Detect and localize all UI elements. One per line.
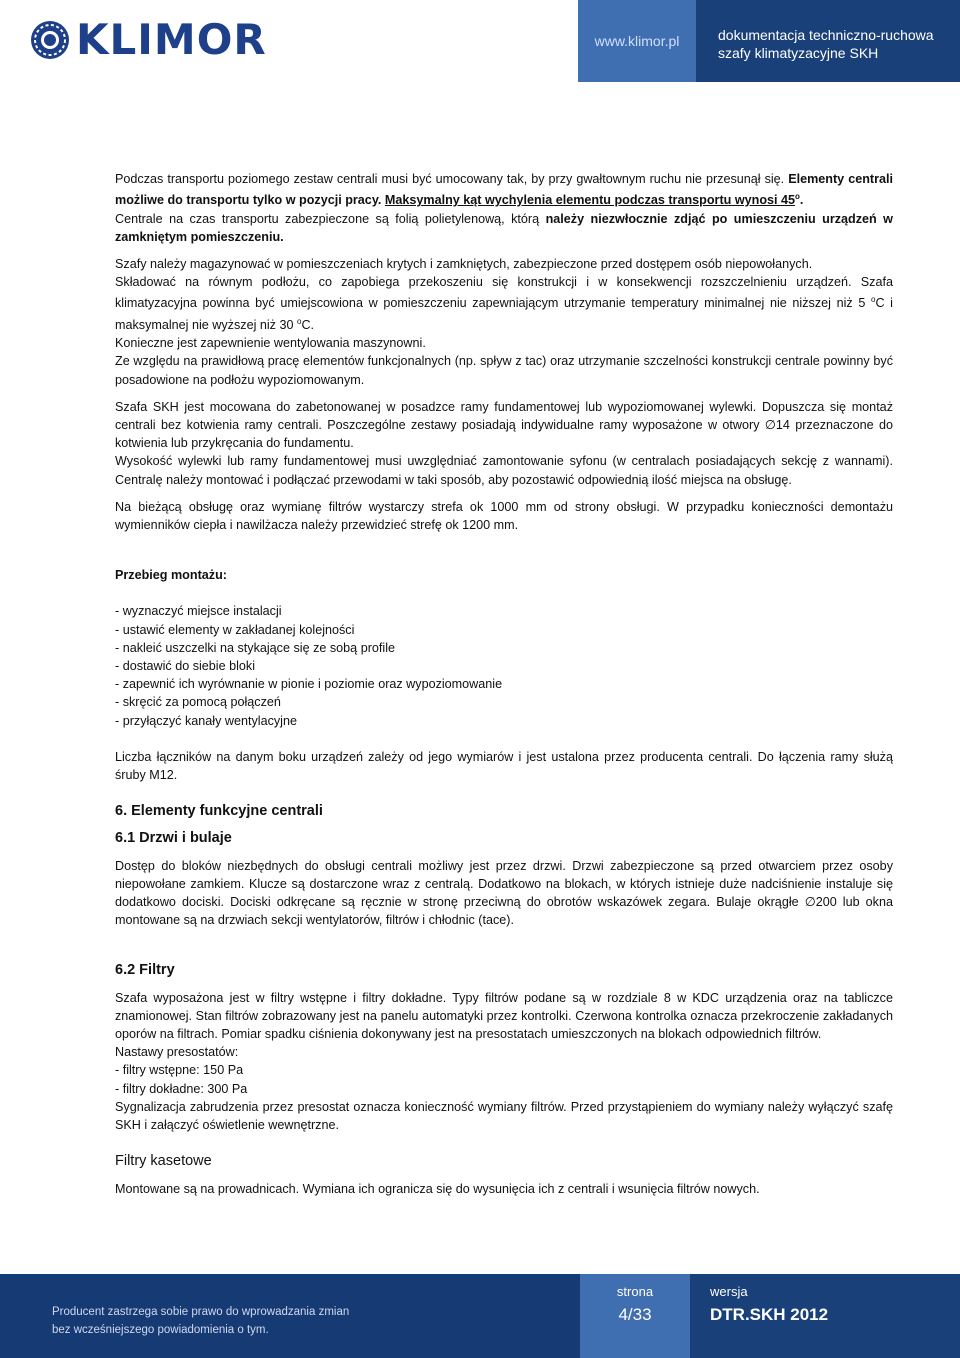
- presostat-label: Nastawy presostatów:: [115, 1045, 239, 1060]
- paragraph-service-zone: Na bieżącą obsługę oraz wymianę filtrów wystarczy strefa ok 1000 mm od strony obsługi. W przypadku konieczności demontażu wymienników ciepła i nawilżacza należy przewidzieć strefę ok 1200 mm.: [115, 499, 893, 533]
- diameter-icon: ∅: [764, 418, 776, 432]
- logo-wordmark: KLIMOR: [76, 15, 267, 64]
- list-item: - ustawić elementy w zakładanej kolejności: [115, 622, 355, 637]
- paragraph-filters: Szafa wyposażona jest w filtry wstępne i filtry dokładne. Typy filtrów podane są w rozdziale 8 w KDC urządzenia oraz na tabliczce znamionowej. Stan filtrów zobrazowany jest na panelu automatyki przez kontrolki. Czerwona kontrolka oznacza przekroczenie zakładanych oporów na filtrach. Pomiar spadku ciśnienia dokonywany jest na presostatach umieszczonych na blokach odpowiednich filtrów.: [115, 990, 893, 1042]
- paragraph-transport: Podczas transportu poziomego zestaw centrali musi być umocowany tak, by przy gwałtownym ruchu nie przesunął się. Elementy centrali możliwe do transportu tylko w pozycji pracy. Maksymalny kąt wychylenia elementu podczas transportu wynosi 45$^o$.: [115, 172, 893, 208]
- document-body: [115, 170, 893, 1198]
- presostat-prefilter: - filtry wstępne: 150 Pa: [115, 1063, 244, 1078]
- footer-page: [580, 1274, 690, 1358]
- paragraph-screed: Wysokość wylewki lub ramy fundamentowej musi uwzględniać zamontowanie syfonu (w centralach posiadających sekcję z wannami). Centralę należy montować i podłączać przewodami w taki sposób, aby pozostawić odpowiednią ilość miejsca na obsługę.: [115, 454, 893, 487]
- list-item: - skręcić za pomocą połączeń: [115, 695, 281, 710]
- paragraph-temperature: Składować na równym podłożu, co zapobiega przekoszeniu się konstrukcji i w konsekwencji rozszczelnieniu urządzeń. Szafa klimatyzacyjna powinna być umiejscowiona w pomieszczeniu zapewniającym utrzymanie temperatury minimalnej nie niższej niż 5 $^o$C i maksymalnej nie wyższej niż 30 $^o$C.: [115, 275, 893, 332]
- list-item: - zapewnić ich wyrównanie w pionie i poziomie oraz wypoziomowanie: [115, 677, 503, 692]
- paragraph-level-ground: Ze względu na prawidłową pracę elementów funkcjonalnych (np. spływ z tac) oraz utrzymanie szczelności konstrukcji centrale powinny być posadowione na podłożu wypoziomowanym.: [115, 354, 893, 387]
- presostat-finefilter: - filtry dokładne: 300 Pa: [115, 1081, 248, 1096]
- filtry-kasetowe-heading: Filtry kasetowe: [115, 1153, 212, 1170]
- page-header: [0, 0, 960, 82]
- paragraph-mounting: Szafa SKH jest mocowana do zabetonowanej w posadzce ramy fundamentowej lub wypoziomowanej wylewki. Dopuszcza się montaż centrali bez kotwienia ramy centrali. Poszczególne zestawy posiadają indywidualne ramy wyposażone w otwory ∅14 przeznaczone do kotwienia lub przykręcania do fundamentu.: [115, 399, 893, 451]
- section-6-2-heading: 6.2 Filtry: [115, 962, 175, 979]
- footer-disclaimer: Producent zastrzega sobie prawo do wprowadzania zmian bez wcześniejszego powiadomienia o tym.: [0, 1274, 580, 1358]
- list-item: - przyłączyć kanały wentylacyjne: [115, 713, 297, 728]
- diameter-icon: ∅: [804, 895, 816, 910]
- paragraph-connectors: Liczba łączników na danym boku urządzeń zależy od jego wymiarów i jest ustalona przez producenta centrali. Do łączenia ramy służą śruby M12.: [115, 749, 893, 783]
- version-label: wersja: [710, 1284, 748, 1299]
- page-number: 4/33: [618, 1305, 652, 1324]
- paragraph-cassette: Montowane są na prowadnicach. Wymiana ich ogranicza się do wysunięcia ich z centrali i wsunięcia filtrów nowych.: [115, 1181, 760, 1196]
- paragraph-ventilation: Konieczne jest zapewnienie wentylowania maszynowni.: [115, 336, 426, 351]
- doc-title-line1: dokumentacja techniczno-ruchowa: [718, 27, 934, 43]
- section-6-1-heading: 6.1 Drzwi i bulaje: [115, 830, 232, 847]
- paragraph-signal: Sygnalizacja zabrudzenia przez presostat oznacza konieczność wymiany filtrów. Przed przystąpieniem do wymiany należy wyłączyć szafę SKH i załączyć oświetlenie wewnętrzne.: [115, 1099, 893, 1133]
- list-item: - nakleić uszczelki na stykające się ze sobą profile: [115, 640, 395, 655]
- doc-title-line2: szafy klimatyzacyjne SKH: [718, 45, 879, 61]
- footer-version: [690, 1274, 960, 1358]
- page-footer: [0, 1274, 960, 1358]
- section-6-heading: 6. Elementy funkcyjne centrali: [115, 803, 323, 820]
- paragraph-foil: Centrale na czas transportu zabezpieczone są folią polietylenową, którą należy niezwłocznie zdjąć po umieszczeniu urządzeń w zamkniętym pomieszczeniu.: [115, 211, 893, 244]
- page-label: strona: [616, 1284, 654, 1299]
- paragraph-doors: Dostęp do bloków niezbędnych do obsługi centrali możliwy jest przez drzwi. Drzwi zabezpieczone są przed otwarciem przez osoby niepowołane zamkiem. Klucze są dostarczone wraz z centralą. Dodatkowo na blokach, w których istnieje duże nadciśnienie instaluje się dodatkowo dociski. Dociski odkręcane są ręcznie w stronę przeciwną do obrotów wskazówek zegara. Bulaje okrągłe ∅200 lub okna montowane są na drzwiach sekcji wentylatorów, filtrów i chłodnic (tace).: [115, 858, 893, 928]
- gear-logo-icon: [30, 20, 70, 60]
- website-link[interactable]: www.klimor.pl: [578, 0, 696, 82]
- montaz-steps-list: [115, 602, 893, 729]
- list-item: - dostawić do siebie bloki: [115, 659, 256, 674]
- version-value: DTR.SKH 2012: [710, 1305, 829, 1324]
- document-title: [696, 0, 960, 82]
- montaz-heading: Przebieg montażu:: [115, 568, 227, 583]
- klimor-logo: [30, 15, 267, 64]
- paragraph-storage: Szafy należy magazynować w pomieszczeniach krytych i zamkniętych, zabezpieczone przed dostępem osób niepowołanych.: [115, 257, 813, 271]
- list-item: - wyznaczyć miejsce instalacji: [115, 604, 282, 619]
